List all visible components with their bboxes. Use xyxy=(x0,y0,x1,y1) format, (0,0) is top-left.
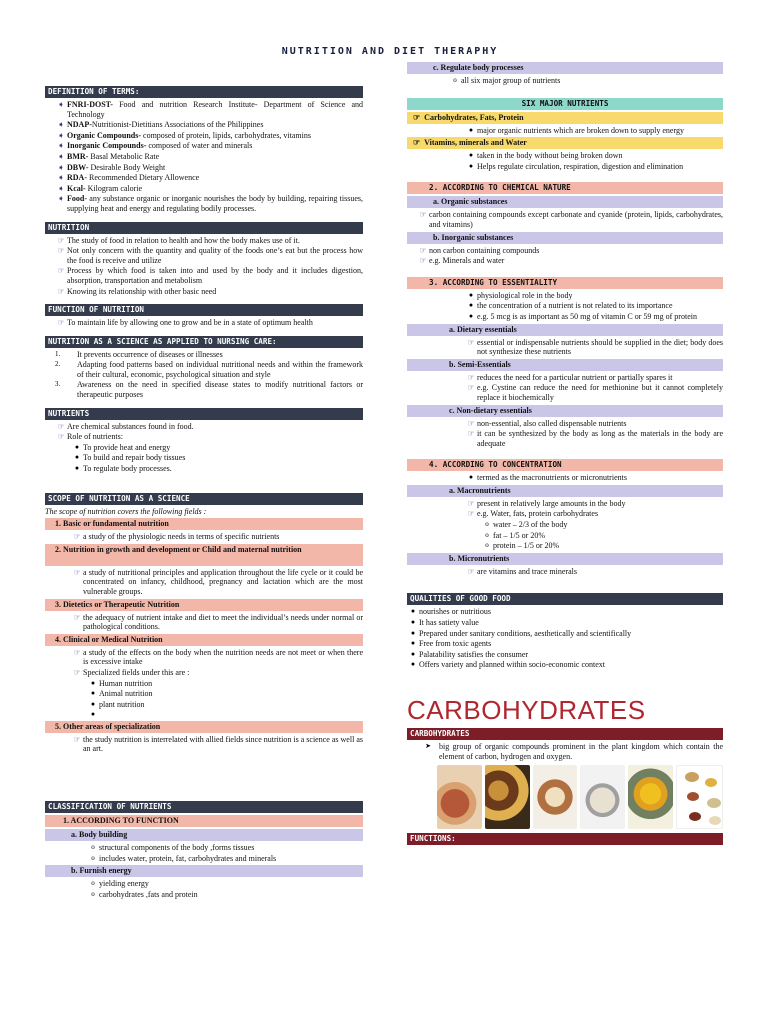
scope-other: 5. Other areas of specialization xyxy=(45,721,363,733)
list-item: ● To regulate body processes. xyxy=(45,464,363,474)
list-item: ☞ non carbon containing compounds xyxy=(407,246,723,256)
list-item: ☞ non-essential, also called dispensable nutrients xyxy=(407,419,723,429)
pointing-hand-icon: ☞ xyxy=(467,372,475,382)
carbohydrates-title: CARBOHYDRATES xyxy=(407,695,646,725)
nutrition-header: NUTRITION xyxy=(45,222,363,234)
filled-dot-icon: ● xyxy=(74,453,80,462)
definition-item: ➧ BMR- Basal Metabolic Rate xyxy=(45,152,363,162)
list-item: ● It has satiety value xyxy=(407,618,723,628)
filled-dot-icon: ● xyxy=(468,473,474,482)
list-item: ☞ present in relatively large amounts in the body xyxy=(407,499,723,509)
pointing-hand-icon: ☞ xyxy=(419,256,427,266)
list-item: ☞ To maintain life by allowing one to grow and be in a state of optimum health xyxy=(45,318,363,328)
list-item: ☞ the study nutrition is interrelated with allied fields since nutrition is a science as well as an art. xyxy=(45,735,363,754)
pointing-hand-icon: ☞ xyxy=(73,567,81,577)
list-item: ● Helps regulate circulation, respiration, digestion and elimination xyxy=(407,162,723,172)
dietary-essentials: a. Dietary essentials xyxy=(407,324,723,336)
list-item: ➤ big group of organic compounds prominent in the plant kingdom which contain the element of carbon, hydrogen and oxygen. xyxy=(407,742,723,761)
hollow-circle-icon: o xyxy=(485,541,489,550)
pointing-hand-icon: ☞ xyxy=(73,612,81,622)
scope-clinical: 4. Clinical or Medical Nutrition xyxy=(45,634,363,646)
chem-header: 2. ACCORDING TO CHEMICAL NATURE xyxy=(407,182,723,194)
pointing-hand-icon: ☞ xyxy=(413,138,421,148)
list-item: ☞ a study of the physiologic needs in terms of specific nutrients xyxy=(45,532,363,542)
list-item: ☞ it can be synthesized by the body as long as the materials in the body are adequate xyxy=(407,429,723,448)
list-item: ☞ Knowing its relationship with other basic need xyxy=(45,287,363,297)
list-item: o carbohydrates ,fats and protein xyxy=(45,890,363,900)
filled-dot-icon: ● xyxy=(410,628,416,637)
list-item: o structural components of the body ,forms tissues xyxy=(45,843,363,853)
filled-dot-icon: ● xyxy=(468,161,474,170)
pointing-hand-icon: ☞ xyxy=(57,266,65,276)
chem-inorganic: b. Inorganic substances xyxy=(407,232,723,244)
definition-item: ➧ NDAP-Nutritionist-Dietitians Associations of the Philippines xyxy=(45,120,363,130)
list-item: ☞ the adequacy of nutrient intake and diet to meet the individual’s needs under normal or pathological conditions. xyxy=(45,613,363,632)
list-item: ☞ Are chemical substances found in food. xyxy=(45,422,363,432)
list-item: ● the concentration of a nutrient is not related to its importance xyxy=(407,301,723,311)
function-header: FUNCTION OF NUTRITION xyxy=(45,304,363,316)
pointing-hand-icon: ☞ xyxy=(73,734,81,744)
class-regulate: c. Regulate body processes xyxy=(407,62,723,74)
arrow-bullet-icon: ➧ xyxy=(57,141,65,151)
pointing-hand-icon: ☞ xyxy=(73,532,81,542)
definition-header: DEFINITION OF TERMS: xyxy=(45,86,363,98)
pointing-hand-icon: ☞ xyxy=(73,647,81,657)
filled-dot-icon: ● xyxy=(468,301,474,310)
list-item xyxy=(45,710,363,718)
concentration-header: 4. ACCORDING TO CONCENTRATION xyxy=(407,459,723,471)
filled-dot-icon: ● xyxy=(90,710,96,719)
filled-dot-icon: ● xyxy=(410,649,416,658)
list-item: ● plant nutrition xyxy=(45,700,363,710)
functions-header: FUNCTIONS: xyxy=(407,833,723,845)
list-item: ☞ Process by which food is taken into and used by the body and it includes digestion, absorption, transportation and metabolism xyxy=(45,266,363,285)
pointing-hand-icon: ☞ xyxy=(57,421,65,431)
carbohydrate-food-photos xyxy=(437,765,723,829)
sweet-potato-photo xyxy=(437,765,482,829)
arrow-bullet-icon: ➧ xyxy=(57,173,65,183)
class-body-building: a. Body building xyxy=(45,829,363,841)
definition-item: ➧ Food- any substance organic or inorganic nourishes the body by building, repairing tissues, supplying heat and energy and regulating bodily processes. xyxy=(45,194,363,213)
list-item: ● physiological role in the body xyxy=(407,291,723,301)
carb-sources-chart-image xyxy=(676,765,723,829)
vmw-row: ☞ Vitamins, minerals and Water xyxy=(407,137,723,149)
scope-header: SCOPE OF NUTRITION AS A SCIENCE xyxy=(45,493,363,505)
list-item: ☞ e.g. Cystine can reduce the need for methionine but it cannot completely replace it biochemically xyxy=(407,383,723,402)
list-item: ● To build and repair body tissues xyxy=(45,453,363,463)
definition-item: ➧ RDA- Recommended Dietary Allowence xyxy=(45,173,363,183)
pointing-hand-icon: ☞ xyxy=(57,318,65,328)
definition-item: ➧ Organic Compounds- composed of protein, lipids, carbohydrates, vitamins xyxy=(45,131,363,141)
list-item: 3. Awareness on the need in specified disease states to modify nutritional factors or therapeutic purposes xyxy=(55,380,363,400)
essentiality-header: 3. ACCORDING TO ESSENTIALITY xyxy=(407,277,723,289)
carbohydrates-header: CARBOHYDRATES xyxy=(407,728,723,740)
pointing-hand-icon: ☞ xyxy=(57,235,65,245)
list-item: ● nourishes or nutritious xyxy=(407,607,723,617)
arrow-bullet-icon: ➧ xyxy=(57,183,65,193)
list-item: ● Palatability satisfies the consumer xyxy=(407,650,723,660)
list-item: o water – 2/3 of the body xyxy=(407,520,723,530)
list-item: ☞ a study of nutritional principles and application throughout the life cycle or it could be concentrated on infancy, childhood, pregnancy and lactation which are the most vulnerable groups. xyxy=(45,568,363,597)
list-item: ☞ a study of the effects on the body when the nutrition needs are not meet or when there is excessive intake xyxy=(45,648,363,667)
list-item: ☞ Role of nutrients: xyxy=(45,432,363,442)
list-item: 2. Adapting food patterns based on individual nutritional needs and within the framework of their cultural, economic, psychological situation and style xyxy=(55,360,363,379)
list-item: ☞ e.g. Minerals and water xyxy=(407,256,723,266)
classification-header: CLASSIFICATION OF NUTRIENTS xyxy=(45,801,363,813)
pointing-hand-icon: ☞ xyxy=(467,509,475,519)
list-item: ● taken in the body without being broken down xyxy=(407,151,723,161)
list-item: ☞ Not only concern with the quantity and quality of the foods one’s eat but the process how the food is receive and utilize xyxy=(45,246,363,265)
definition-item: ➧ Kcal- Kilogram calorie xyxy=(45,184,363,194)
filled-dot-icon: ● xyxy=(468,151,474,160)
class-function: 1. ACCORDING TO FUNCTION xyxy=(45,815,363,827)
filled-dot-icon: ● xyxy=(468,290,474,299)
list-item: o fat – 1/5 or 20% xyxy=(407,531,723,541)
list-item: ● Free from toxic agents xyxy=(407,639,723,649)
hollow-circle-icon: o xyxy=(91,842,95,851)
pointing-hand-icon: ☞ xyxy=(73,667,81,677)
filled-dot-icon: ● xyxy=(90,689,96,698)
hollow-circle-icon: o xyxy=(453,76,457,84)
pointing-hand-icon: ☞ xyxy=(57,246,65,256)
pointing-hand-icon: ☞ xyxy=(57,432,65,442)
pointing-hand-icon: ☞ xyxy=(57,286,65,296)
list-item: ● Animal nutrition xyxy=(45,689,363,699)
filled-dot-icon: ● xyxy=(410,660,416,669)
list-item: o all six major group of nutrients xyxy=(407,76,723,86)
arrow-right-icon: ➤ xyxy=(425,742,431,750)
page-title: NUTRITION AND DIET THERAPHY xyxy=(281,46,499,57)
list-item: ☞ are vitamins and trace minerals xyxy=(407,567,723,577)
definition-item: ➧ FNRI-DOST- Food and nutrition Research Institute- Department of Science and Technology xyxy=(45,100,363,119)
list-item: ☞ e.g. Water, fats, protein carbohydrates xyxy=(407,509,723,519)
filled-dot-icon: ● xyxy=(410,607,416,616)
filled-dot-icon: ● xyxy=(90,699,96,708)
filled-dot-icon: ● xyxy=(410,618,416,627)
definition-item: ➧ DBW- Desirable Body Weight xyxy=(45,163,363,173)
hollow-circle-icon: o xyxy=(485,530,489,539)
definitions-list xyxy=(45,100,363,214)
filled-dot-icon: ● xyxy=(410,639,416,648)
list-item: ☞ The study of food in relation to health and how the body makes use of it. xyxy=(45,236,363,246)
class-furnish-energy: b. Furnish energy xyxy=(45,865,363,877)
scope-basic: 1. Basic or fundamental nutrition xyxy=(45,518,363,530)
bread-grains-photo xyxy=(485,765,530,829)
scope-dietetics: 3. Dietetics or Therapeutic Nutrition xyxy=(45,599,363,611)
list-item: o protein – 1/5 or 20% xyxy=(407,541,723,551)
macronutrients: a. Macronutrients xyxy=(407,485,723,497)
arrow-bullet-icon: ➧ xyxy=(57,130,65,140)
arrow-bullet-icon: ➧ xyxy=(57,120,65,130)
list-item: ● Prepared under sanitary conditions, aesthetically and scientifically xyxy=(407,629,723,639)
qualities-header: QUALITIES OF GOOD FOOD xyxy=(407,593,723,605)
filled-dot-icon: ● xyxy=(74,442,80,451)
list-item: o yielding energy xyxy=(45,879,363,889)
pointing-hand-icon: ☞ xyxy=(467,418,475,428)
pointing-hand-icon: ☞ xyxy=(467,429,475,439)
hollow-circle-icon: o xyxy=(485,520,489,529)
pointing-hand-icon: ☞ xyxy=(467,383,475,393)
pointing-hand-icon: ☞ xyxy=(467,337,475,347)
list-item: ● termed as the macronutrients or micronutrients xyxy=(407,473,723,483)
cfp-row: ☞ Carbohydrates, Fats, Protein xyxy=(407,112,723,124)
list-item: ☞ Specialized fields under this are : xyxy=(45,668,363,678)
arrow-bullet-icon: ➧ xyxy=(57,100,65,109)
filled-dot-icon: ● xyxy=(468,125,474,134)
list-item: 1. It prevents occurrence of diseases or illnesses xyxy=(55,349,223,359)
pointing-hand-icon: ☞ xyxy=(419,210,427,220)
scope-intro: The scope of nutrition covers the following fields : xyxy=(45,506,207,516)
arrow-bullet-icon: ➧ xyxy=(57,194,65,204)
pointing-hand-icon: ☞ xyxy=(419,245,427,255)
list-item: ● Offers variety and planned within socio-economic context xyxy=(407,660,723,670)
arrow-bullet-icon: ➧ xyxy=(57,151,65,161)
non-dietary-essentials: c. Non-dietary essentials xyxy=(407,405,723,417)
list-item: ● major organic nutrients which are broken down to supply energy xyxy=(407,126,723,136)
pointing-hand-icon: ☞ xyxy=(467,498,475,508)
hollow-circle-icon: o xyxy=(91,879,95,888)
science-header: NUTRITION AS A SCIENCE AS APPLIED TO NURSING CARE: xyxy=(45,336,363,348)
list-item: ☞ essential or indispensable nutrients should be supplied in the diet; body does not synthesize these nutrients xyxy=(407,338,723,357)
list-item: ● Human nutrition xyxy=(45,679,363,689)
arrow-bullet-icon: ➧ xyxy=(57,162,65,172)
filled-dot-icon: ● xyxy=(74,464,80,473)
list-item: ☞ carbon containing compounds except carbonate and cyanide (protein, lipids, carbohydrates, and vitamins) xyxy=(407,210,723,229)
rice-bowl-photo xyxy=(580,765,625,829)
filled-dot-icon: ● xyxy=(468,311,474,320)
list-item: ☞ reduces the need for a particular nutrient or partially spares it xyxy=(407,373,723,383)
nutrients-header: NUTRIENTS xyxy=(45,408,363,420)
definition-item: ➧ Inorganic Compounds- composed of water and minerals xyxy=(45,141,363,151)
pastry-photo xyxy=(533,765,578,829)
pointing-hand-icon: ☞ xyxy=(467,566,475,576)
micronutrients: b. Micronutrients xyxy=(407,553,723,565)
list-item: ● To provide heat and energy xyxy=(45,443,363,453)
six-major-header: SIX MAJOR NUTRIENTS xyxy=(407,98,723,110)
hollow-circle-icon: o xyxy=(91,853,95,862)
right-column xyxy=(407,60,723,847)
chem-organic: a. Organic substances xyxy=(407,196,723,208)
hollow-circle-icon: o xyxy=(91,889,95,898)
list-item: ● e.g. 5 mcg is as important as 50 mg of vitamin C or 59 mg of protein xyxy=(407,312,723,322)
filled-dot-icon: ● xyxy=(90,678,96,687)
pointing-hand-icon: ☞ xyxy=(413,112,421,122)
scope-growth: 2. Nutrition in growth and development or Child and maternal nutrition xyxy=(45,544,363,566)
list-item: o includes water, protein, fat, carbohydrates and minerals xyxy=(45,854,363,864)
semi-essentials: b. Semi-Essentials xyxy=(407,359,723,371)
pasta-corn-photo xyxy=(628,765,673,829)
